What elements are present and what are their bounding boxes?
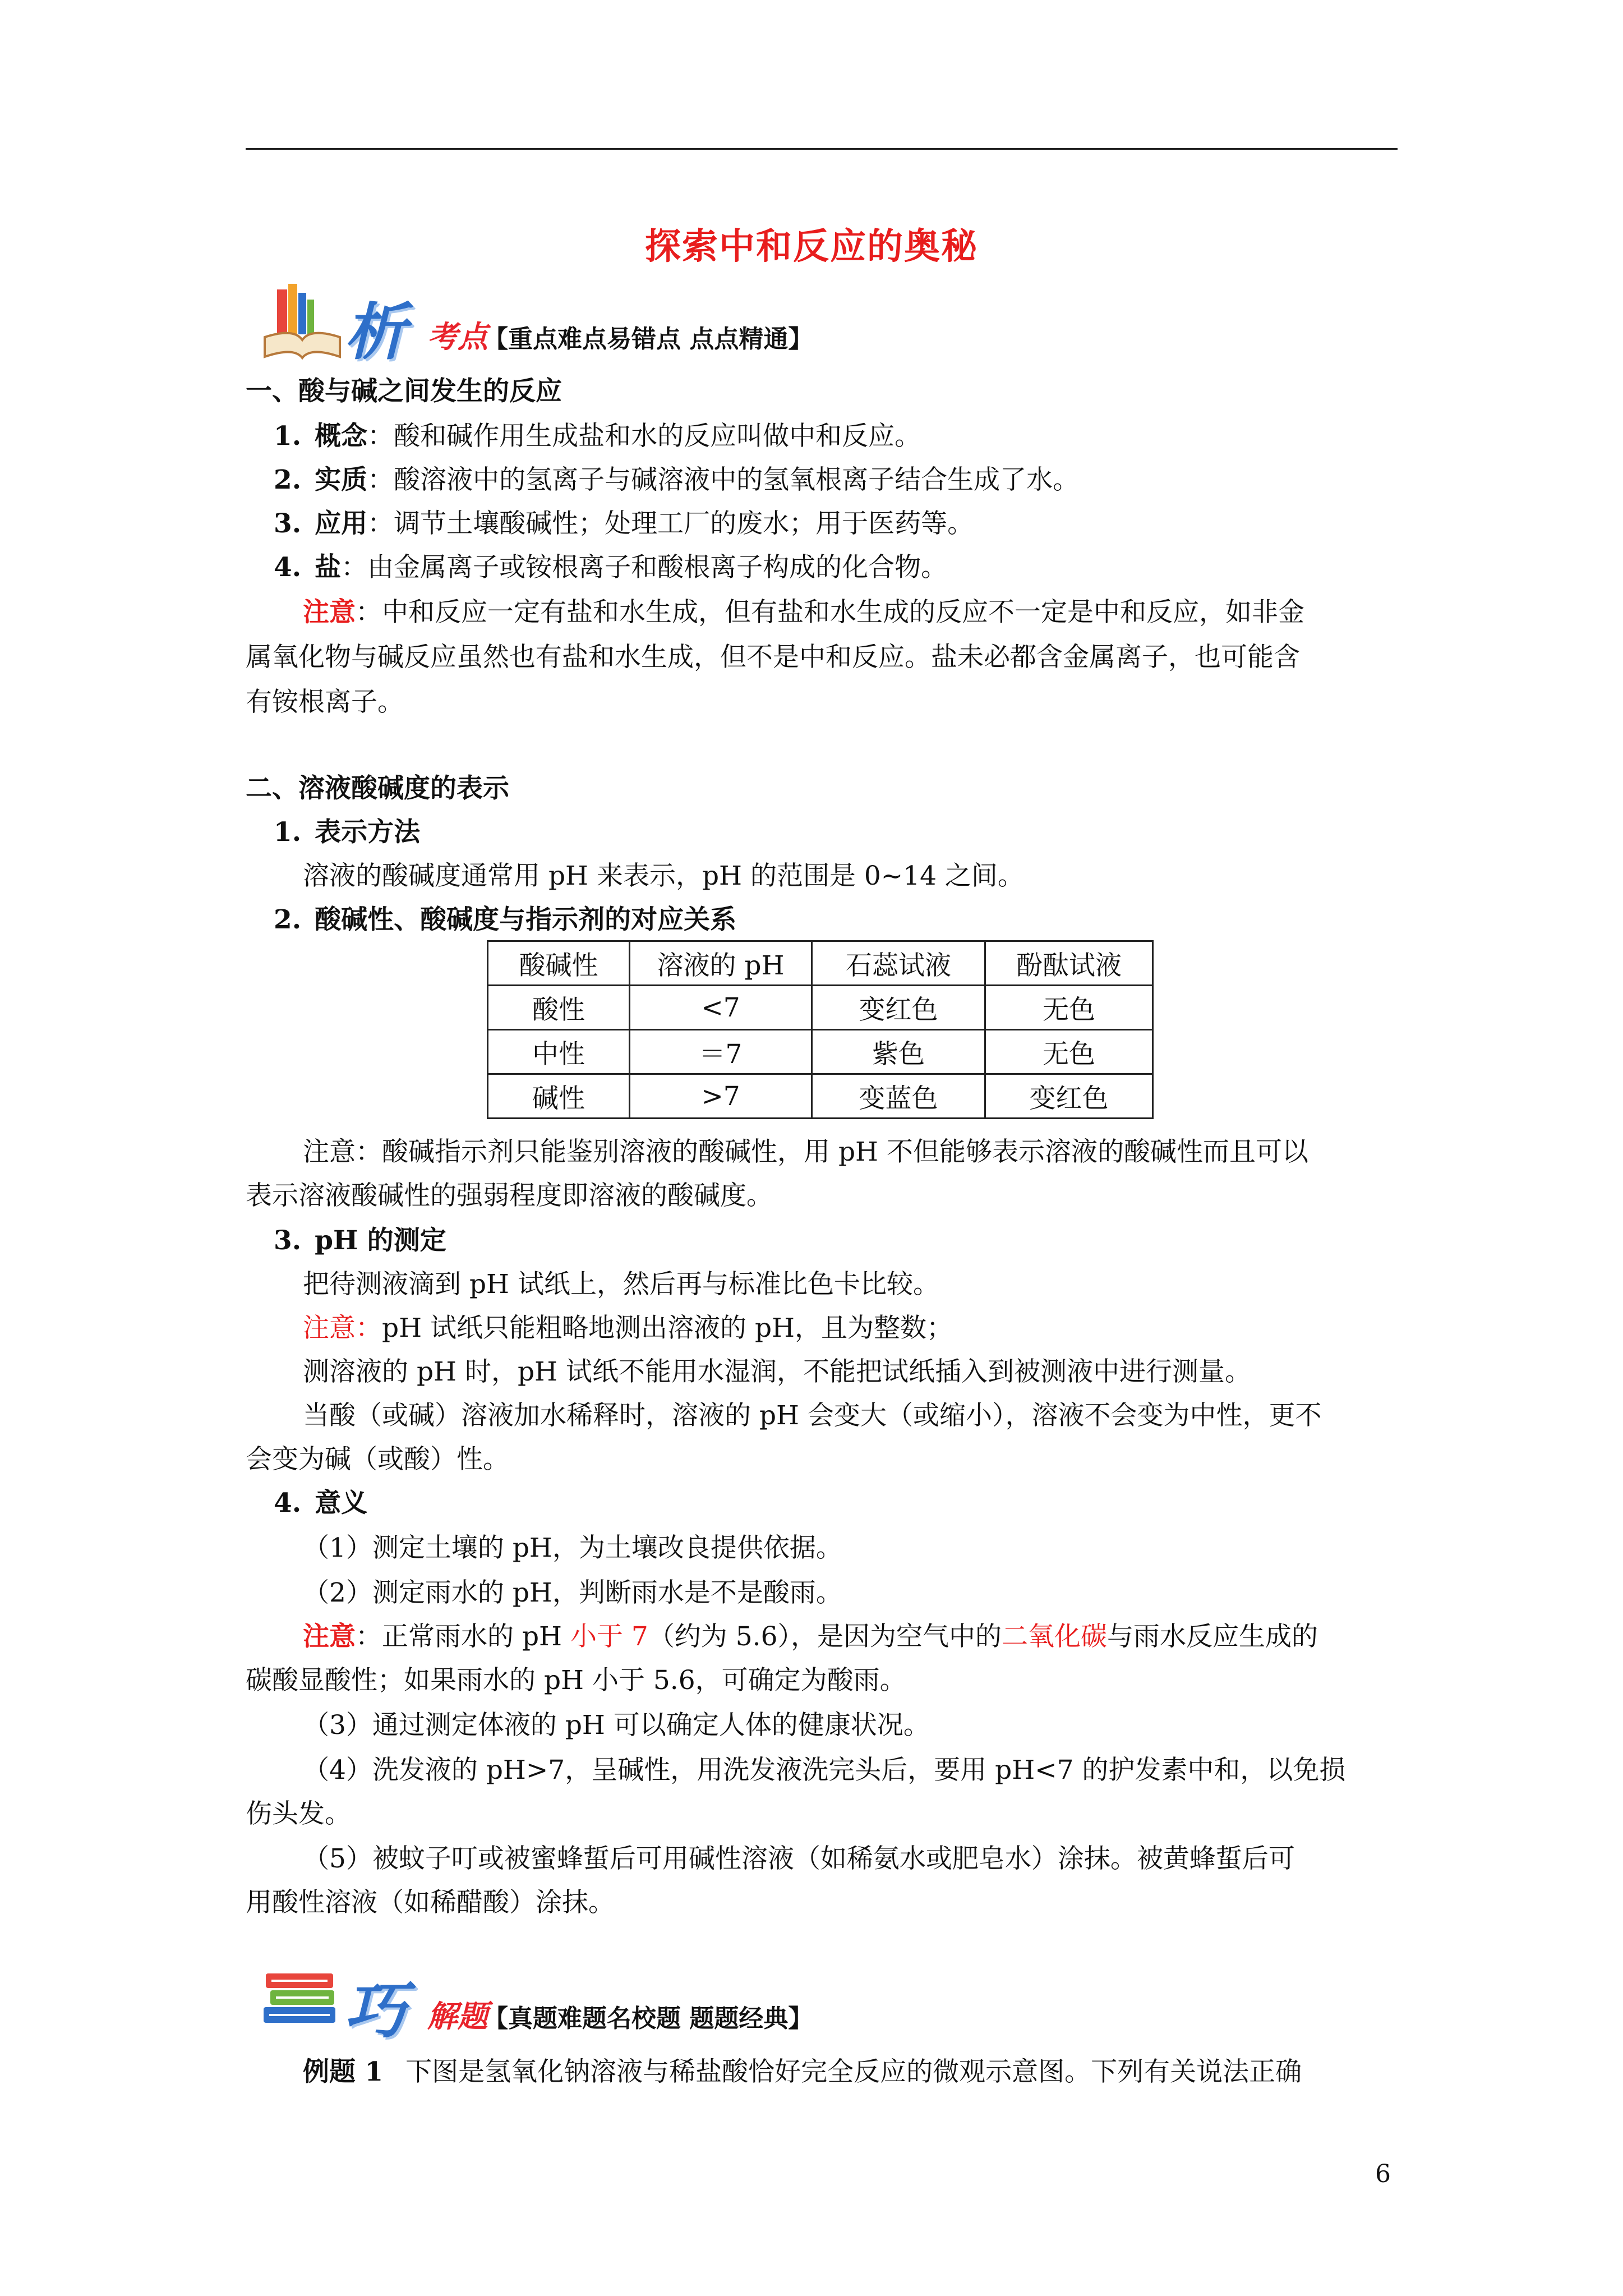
table-row — [488, 1074, 1153, 1119]
banner-jieti — [249, 1963, 922, 2046]
note-text: pH 试纸只能粗略地测出溶液的 pH，且为整数； — [382, 1313, 953, 1343]
subsection-3-line-4: 会变为碱（或酸）性。 — [246, 1444, 509, 1475]
subsection-3-text: 把待测液滴到 pH 试纸上，然后再与标准比色卡比较。 — [303, 1269, 939, 1300]
table-header-cell: 石蕊试液 — [812, 941, 985, 986]
note-highlight: 小于 7 — [570, 1621, 648, 1652]
subsection-3-line-2: 测溶液的 pH 时，pH 试纸不能用水湿润，不能把试纸插入到被测液中进行测量。 — [303, 1356, 1251, 1387]
subsection-number: 2. — [274, 904, 302, 935]
meaning-point-4-line-1: （4）洗发液的 pH>7，呈碱性，用洗发液洗完头后，要用 pH<7 的护发素中和，以免损 — [303, 1755, 1346, 1786]
section1-note-line-2: 属氧化物与碱反应虽然也有盐和水生成，但不是中和反应。盐未必都含金属离子，也可能含 — [246, 642, 1300, 673]
item-number: 2. — [274, 464, 302, 495]
meaning-point-2: （2）测定雨水的 pH，判断雨水是不是酸雨。 — [303, 1577, 842, 1608]
note-text: （约为 5.6），是因为空气中的 — [648, 1621, 1002, 1652]
banner-jieti-sub: 解题 — [427, 1999, 488, 2034]
table-header-row — [488, 941, 1153, 986]
table-cell: <7 — [630, 986, 812, 1030]
section1-item-4 — [274, 550, 947, 586]
banner-jieti-main: 巧 — [344, 1975, 406, 2046]
meaning-point-3: （3）通过测定体液的 pH 可以确定人体的健康状况。 — [303, 1710, 930, 1741]
table-row — [488, 986, 1153, 1030]
books-icon — [260, 1967, 344, 2036]
rain-note-line-1 — [303, 1619, 1318, 1655]
subsection-title: 表示方法 — [315, 817, 421, 848]
note-text: ：中和反应一定有盐和水生成，但有盐和水生成的反应不一定是中和反应，如非金 — [356, 597, 1304, 628]
subsection-1-text: 溶液的酸碱度通常用 pH 来表示，pH 的范围是 0~14 之间。 — [303, 861, 1024, 891]
note-text: 与雨水反应生成的 — [1107, 1621, 1318, 1652]
item-number: 1. — [274, 421, 302, 452]
item-label: 盐 — [315, 552, 342, 583]
subsection-3-note — [303, 1310, 953, 1346]
subsection-2-heading — [274, 902, 736, 938]
section1-heading: 一、酸与碱之间发生的反应 — [246, 376, 562, 407]
section1-note-line-3: 有铵根离子。 — [246, 687, 404, 717]
meaning-point-4-line-2: 伤头发。 — [246, 1798, 351, 1829]
table-note-line-2: 表示溶液酸碱性的强弱程度即溶液的酸碱度。 — [246, 1180, 773, 1211]
example-1 — [303, 2054, 1302, 2090]
table-cell: 变蓝色 — [812, 1074, 985, 1119]
table-cell: ＝7 — [630, 1030, 812, 1074]
table-cell: >7 — [630, 1074, 812, 1119]
banner-kaodian — [249, 278, 922, 368]
table-cell: 酸性 — [488, 986, 630, 1030]
table-header-cell: 酚酞试液 — [985, 941, 1153, 986]
subsection-title: 意义 — [315, 1488, 368, 1519]
banner-jieti-tag: 【真题难题名校题 题题经典】 — [483, 2004, 813, 2033]
note-label: 注意 — [303, 597, 356, 628]
ph-indicator-table — [487, 940, 1154, 1119]
page-number: 6 — [1375, 2160, 1391, 2188]
section1-item-2 — [274, 462, 1079, 498]
page-title: 探索中和反应的奥秘 — [645, 226, 978, 268]
section1-note-line-1 — [303, 595, 1304, 631]
subsection-number: 3. — [274, 1225, 302, 1256]
item-label: 应用 — [315, 508, 368, 539]
item-text: ：调节土壤酸碱性；处理工厂的废水；用于医药等。 — [367, 508, 974, 539]
meaning-point-5-line-2: 用酸性溶液（如稀醋酸）涂抹。 — [246, 1887, 615, 1918]
rain-note-line-2: 碳酸显酸性；如果雨水的 pH 小于 5.6，可确定为酸雨。 — [246, 1665, 906, 1696]
note-label: 注意： — [303, 1313, 382, 1343]
subsection-3-line-3: 当酸（或碱）溶液加水稀释时，溶液的 pH 会变大（或缩小），溶液不会变为中性，更不 — [303, 1400, 1322, 1431]
table-cell: 中性 — [488, 1030, 630, 1074]
table-cell: 无色 — [985, 986, 1153, 1030]
banner-kaodian-sub: 考点 — [427, 319, 488, 355]
subsection-number: 1. — [274, 817, 302, 848]
table-cell: 碱性 — [488, 1074, 630, 1119]
subsection-title: 酸碱性、酸碱度与指示剂的对应关系 — [315, 904, 737, 935]
banner-kaodian-main: 析 — [344, 296, 406, 368]
item-label: 实质 — [315, 464, 368, 495]
note-label: 注意 — [303, 1621, 356, 1652]
header-rule — [246, 148, 1398, 150]
example-label: 例题 1 — [303, 2056, 384, 2087]
section1-item-1 — [274, 418, 921, 454]
subsection-title: pH 的测定 — [315, 1225, 446, 1256]
subsection-number: 4. — [274, 1488, 302, 1519]
item-number: 3. — [274, 508, 302, 539]
table-cell: 变红色 — [812, 986, 985, 1030]
table-cell: 变红色 — [985, 1074, 1153, 1119]
table-row — [488, 1030, 1153, 1074]
note-highlight: 二氧化碳 — [1002, 1621, 1107, 1652]
section1-item-3 — [274, 506, 974, 542]
subsection-3-heading — [274, 1223, 446, 1259]
example-text: 下图是氢氧化钠溶液与稀盐酸恰好完全反应的微观示意图。下列有关说法正确 — [405, 2056, 1302, 2087]
table-header-cell: 酸碱性 — [488, 941, 630, 986]
item-text: ：由金属离子或铵根离子和酸根离子构成的化合物。 — [341, 552, 948, 583]
books-icon — [260, 278, 344, 365]
section2-heading: 二、溶液酸碱度的表示 — [246, 773, 509, 804]
table-cell: 紫色 — [812, 1030, 985, 1074]
banner-kaodian-tag: 【重点难点易错点 点点精通】 — [483, 325, 813, 353]
item-label: 概念 — [315, 421, 368, 452]
subsection-4-heading — [274, 1485, 367, 1521]
item-text: ：酸和碱作用生成盐和水的反应叫做中和反应。 — [367, 421, 921, 452]
table-cell: 无色 — [985, 1030, 1153, 1074]
meaning-point-1: （1）测定土壤的 pH，为土壤改良提供依据。 — [303, 1533, 842, 1563]
item-text: ：酸溶液中的氢离子与碱溶液中的氢氧根离子结合生成了水。 — [367, 464, 1080, 495]
table-header-cell: 溶液的 pH — [630, 941, 812, 986]
note-text: ：正常雨水的 pH — [356, 1621, 570, 1652]
meaning-point-5-line-1: （5）被蚊子叮或被蜜蜂蜇后可用碱性溶液（如稀氨水或肥皂水）涂抹。被黄蜂蜇后可 — [303, 1843, 1295, 1874]
subsection-1-heading — [274, 815, 420, 850]
item-number: 4. — [274, 552, 302, 583]
table-note-line-1: 注意：酸碱指示剂只能鉴别溶液的酸碱性，用 pH 不但能够表示溶液的酸碱性而且可以 — [303, 1137, 1308, 1167]
